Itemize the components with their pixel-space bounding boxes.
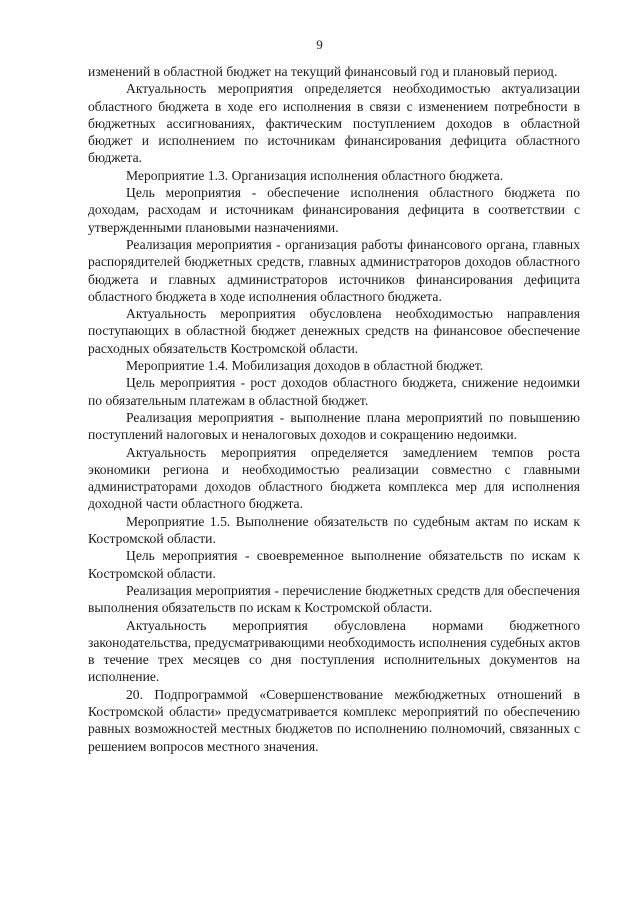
paragraph-measure-1-3-heading: Мероприятие 1.3. Организация исполнения областного бюджета. (126, 167, 504, 183)
paragraph-measure-1-3-goal: Цель мероприятия - обеспечение исполнения областного бюджета по доходам, расходам и источникам финансирования дефицита в соответствии с утвержденными плановыми назначениями. (88, 185, 580, 235)
paragraph-measure-1-4-relevance: Актуальность мероприятия определяется замедлением темпов роста экономики региона и необходимостью реализации совместно с главными администраторами доходов областного бюджета комплекса мер для исполнения доходной части областного бюджета. (88, 444, 580, 512)
paragraph-measure-1-4-implementation: Реализация мероприятия - выполнение плана мероприятий по повышению поступлений налоговых и неналоговых доходов и сокращению недоимки. (88, 409, 580, 443)
paragraph-continuation: изменений в областной бюджет на текущий финансовый год и плановый период. (88, 64, 558, 79)
paragraph-measure-1-5-implementation: Реализация мероприятия - перечисление бюджетных средств для обеспечения выполнения обязательств по искам к Костромской области. (88, 582, 580, 616)
paragraph-measure-1-5-heading: Мероприятие 1.5. Выполнение обязательств по судебным актам по искам к Костромской области. (88, 513, 580, 547)
document-body (88, 63, 580, 755)
paragraph-measure-1-3-implementation: Реализация мероприятия - организация работы финансового органа, главных распорядителей бюджетных средств, главных администраторов доходов областного бюджета и главных администраторов источников финансирования дефицита областного бюджета в ходе исполнения областного бюджета. (88, 236, 580, 304)
paragraph-measure-1-3-relevance: Актуальность мероприятия обусловлена необходимостью направления поступающих в областной бюджет денежных средств на финансовое обеспечение расходных обязательств Костромской области. (88, 306, 580, 356)
paragraph-measure-1-4-heading: Мероприятие 1.4. Мобилизация доходов в областной бюджет. (126, 358, 484, 374)
paragraph-measure-1-4-goal: Цель мероприятия - рост доходов областного бюджета, снижение недоимки по обязательным платежам в областной бюджет. (88, 375, 580, 408)
paragraph-measure-1-5-relevance: Актуальность мероприятия обусловлена нормами бюджетного законодательства, предусматривающими необходимость исполнения судебных актов в течение трех месяцев со дня поступления исполнительных документов на исполнение. (88, 617, 580, 685)
page-number: 9 (316, 37, 323, 52)
paragraph-item-20: 20. Подпрограммой «Совершенствование межбюджетных отношений в Костромской области» предусматривается комплекс мероприятий по обеспечению равных возможностей местных бюджетов по исполнению полномочий, связанных с решением вопросов местного значения. (88, 686, 580, 754)
paragraph-measure-1-5-goal: Цель мероприятия - своевременное выполнение обязательств по искам к Костромской области. (88, 548, 580, 581)
paragraph-relevance-1-2: Актуальность мероприятия определяется необходимостью актуализации областного бюджета в ходе его исполнения в связи с изменением потребности в бюджетных ассигнованиях, фактическим поступлением доходов в областной бюджет и исполнением по источникам финансирования дефицита областного бюджета. (88, 81, 580, 166)
